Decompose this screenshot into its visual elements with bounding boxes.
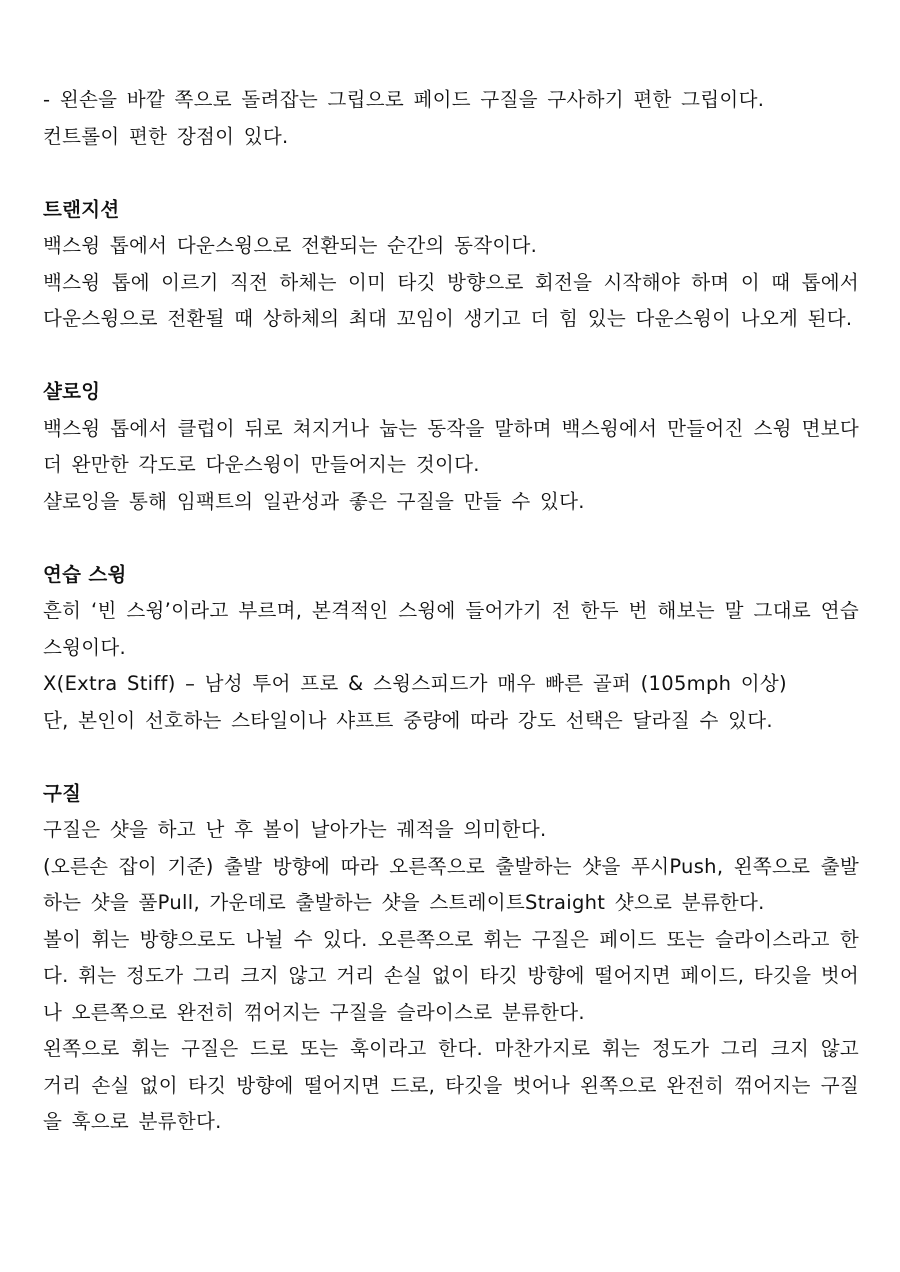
transition-paragraph-2: 백스윙 톱에 이르기 직전 하체는 이미 타깃 방향으로 회전을 시작해야 하며 이 때 톱에서 다운스윙으로 전환될 때 상하체의 최대 꼬임이 생기고 더 힘 있는 다운스윙이 나오게 된다. <box>43 270 859 330</box>
spacer <box>43 520 859 557</box>
spacer <box>43 739 859 776</box>
spacer <box>43 155 859 192</box>
section-heading-ball-flight: 구질 <box>43 781 82 805</box>
practice-paragraph-1: 흔히 ‘빈 스윙’이라고 부르며, 본격적인 스윙에 들어가기 전 한두 번 해보는 말 그대로 연습 스윙이다. <box>43 599 859 659</box>
ballflight-paragraph-1: 구질은 샷을 하고 난 후 볼이 날아가는 궤적을 의미한다. <box>43 818 547 841</box>
spacer <box>43 338 859 375</box>
document-page <box>43 82 859 1141</box>
ballflight-paragraph-2: (오른손 잡이 기준) 출발 방향에 따라 오른쪽으로 출발하는 샷을 푸시Push, 왼쪽으로 출발하는 샷을 풀Pull, 가운데로 출발하는 샷을 스트레이트Straight 샷으로 분류한다. <box>43 854 859 914</box>
intro-line-2: 컨트롤이 편한 장점이 있다. <box>43 124 289 148</box>
shallowing-paragraph-1: 백스윙 톱에서 클럽이 뒤로 쳐지거나 눕는 동작을 말하며 백스윙에서 만들어진 스윙 면보다 더 완만한 각도로 다운스윙이 만들어지는 것이다. <box>43 416 859 476</box>
section-heading-transition: 트랜지션 <box>43 197 120 221</box>
practice-paragraph-2: X(Extra Stiff) – 남성 투어 프로 & 스윙스피드가 매우 빠른 골퍼 (105mph 이상) <box>43 672 787 695</box>
intro-line-1: - 왼손을 바깥 쪽으로 돌려잡는 그립으로 페이드 구질을 구사하기 편한 그립이다. <box>43 88 765 111</box>
section-heading-shallowing: 샬로잉 <box>43 380 101 403</box>
shallowing-paragraph-2: 샬로잉을 통해 임팩트의 일관성과 좋은 구질을 만들 수 있다. <box>43 489 585 513</box>
section-heading-practice-swing: 연습 스윙 <box>43 562 127 586</box>
ballflight-paragraph-4: 왼쪽으로 휘는 구질은 드로 또는 훅이라고 한다. 마찬가지로 휘는 정도가 그리 크지 않고 거리 손실 없이 타깃 방향에 떨어지면 드로, 타깃을 벗어나 왼쪽으로 완전히 꺾어지는 구질을 훅으로 분류한다. <box>43 1037 859 1133</box>
practice-paragraph-3: 단, 본인이 선호하는 스타일이나 샤프트 중량에 따라 강도 선택은 달라질 수 있다. <box>43 708 773 732</box>
ballflight-paragraph-3: 볼이 휘는 방향으로도 나뉠 수 있다. 오른쪽으로 휘는 구질은 페이드 또는 슬라이스라고 한다. 휘는 정도가 그리 크지 않고 거리 손실 없이 타깃 방향에 떨어지면 페이드, 타깃을 벗어나 오른쪽으로 완전히 꺾어지는 구질을 슬라이스로 분류한다. <box>43 927 859 1024</box>
transition-paragraph-1: 백스윙 톱에서 다운스윙으로 전환되는 순간의 동작이다. <box>43 234 538 257</box>
